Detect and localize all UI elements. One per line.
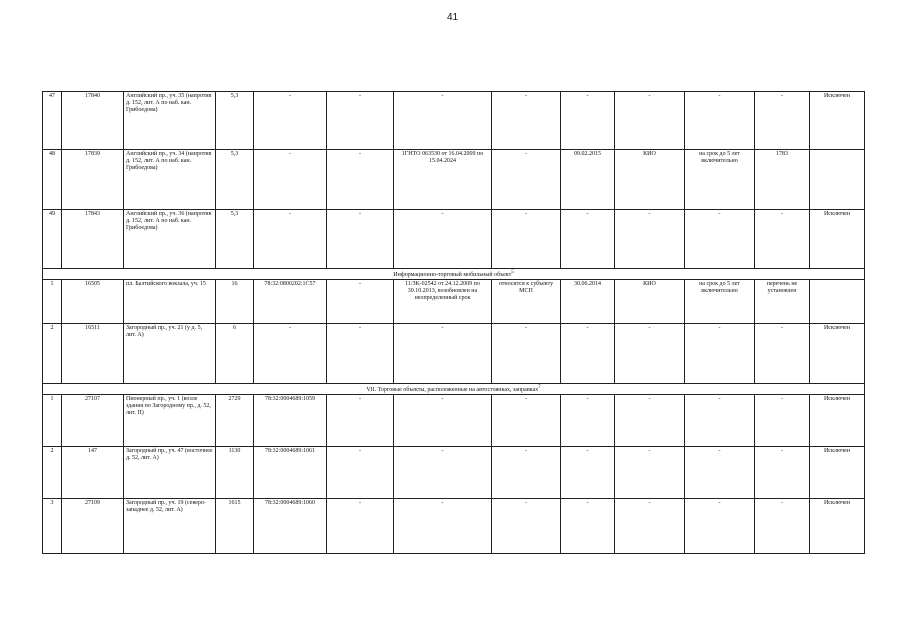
- cell-area: 5,3: [216, 210, 254, 269]
- cell-col7: -: [492, 395, 561, 447]
- cell-col11: -: [755, 210, 810, 269]
- cell-date: -: [561, 499, 615, 554]
- cell-address: Английский пр., уч. 35 (напротив д. 152, лит. А по наб. кан. Грибоедова): [124, 92, 216, 150]
- section-title: [43, 384, 865, 395]
- cell-area: 5,3: [216, 150, 254, 210]
- registry-table: [42, 91, 865, 554]
- section-header-row: [43, 384, 865, 395]
- cell-area: 1615: [216, 499, 254, 554]
- cell-col7: -: [492, 447, 561, 499]
- cell-address: Загородный пр., уч. 47 (восточнее д. 52, лит. А): [124, 447, 216, 499]
- cell-address: пл. Балтийского вокзала, уч. 15: [124, 280, 216, 324]
- cell-col5: -: [327, 280, 394, 324]
- cell-date: -: [561, 210, 615, 269]
- cell-contract: -: [394, 210, 492, 269]
- cell-col11: -: [755, 92, 810, 150]
- cell-address: Пионерный пр., уч. 1 (возле здания по Загородному пр., д. 52, лит. П): [124, 395, 216, 447]
- cell-col11: -: [755, 499, 810, 554]
- cell-note: Исключен: [810, 447, 865, 499]
- cell-col9: -: [615, 92, 685, 150]
- cell-col11: -: [755, 395, 810, 447]
- cell-area: 1130: [216, 447, 254, 499]
- cell-col5: -: [327, 150, 394, 210]
- table-row: [43, 280, 865, 324]
- cell-note: Исключен: [810, 92, 865, 150]
- cell-number: 3: [43, 499, 62, 554]
- cell-number: 2: [43, 324, 62, 384]
- cell-col11: 1783: [755, 150, 810, 210]
- table-row: [43, 210, 865, 269]
- cell-area: 5,3: [216, 92, 254, 150]
- cell-contract: -: [394, 499, 492, 554]
- cell-id: 16511: [62, 324, 124, 384]
- cell-address: Английский пр., уч. 36 (напротив д. 152, лит. А по наб. кан. Грибоедова): [124, 210, 216, 269]
- cell-col5: -: [327, 447, 394, 499]
- cell-contract: 11/ЗК-02542 от 24.12.2009 по 30.10.2013, возобновлен на неопределенный срок: [394, 280, 492, 324]
- cell-number: 47: [43, 92, 62, 150]
- section-title-text: VII. Торговые объекты, расположенные на автостоянках, заправках: [366, 387, 539, 393]
- cell-date: 30.06.2014: [561, 280, 615, 324]
- cell-col9: -: [615, 324, 685, 384]
- cell-term: -: [685, 210, 755, 269]
- cell-term: на срок до 5 лет включительно: [685, 280, 755, 324]
- cell-note: [810, 150, 865, 210]
- cell-col5: -: [327, 324, 394, 384]
- page-number: 41: [446, 12, 459, 23]
- section-title-text: Информационно-торговый мобильный объект: [393, 272, 512, 278]
- cell-number: 2: [43, 447, 62, 499]
- cell-date: 09.02.2015: [561, 150, 615, 210]
- cell-date: -: [561, 447, 615, 499]
- section-title: [43, 269, 865, 280]
- cell-cadastral: 78:32:0004689:1059: [254, 395, 327, 447]
- cell-date: -: [561, 324, 615, 384]
- cell-cadastral: 78:32:0800202:1С57: [254, 280, 327, 324]
- cell-col9: -: [615, 447, 685, 499]
- cell-note: Исключен: [810, 210, 865, 269]
- cell-number: 1: [43, 280, 62, 324]
- cell-col11: -: [755, 324, 810, 384]
- cell-col7: -: [492, 324, 561, 384]
- cell-note: [810, 280, 865, 324]
- cell-contract: 1ГНТО 063530 от 16.04.2009 по 15.04.2024: [394, 150, 492, 210]
- cell-contract: -: [394, 395, 492, 447]
- cell-id: 16505: [62, 280, 124, 324]
- cell-note: Исключен: [810, 395, 865, 447]
- cell-col9: -: [615, 210, 685, 269]
- cell-col7: -: [492, 92, 561, 150]
- cell-address: Загородный пр., уч. 21 (у д. 5, лит. А): [124, 324, 216, 384]
- cell-number: 1: [43, 395, 62, 447]
- cell-id: 27107: [62, 395, 124, 447]
- cell-note: Исключен: [810, 499, 865, 554]
- section-footnote: 5: [511, 270, 514, 275]
- cell-cadastral: 78:32:0004689:1060: [254, 499, 327, 554]
- cell-date: -: [561, 395, 615, 447]
- cell-col5: -: [327, 395, 394, 447]
- cell-col11: перечень не установлен: [755, 280, 810, 324]
- cell-term: -: [685, 324, 755, 384]
- table-row: [43, 499, 865, 554]
- cell-number: 48: [43, 150, 62, 210]
- cell-cadastral: -: [254, 150, 327, 210]
- cell-id: 147: [62, 447, 124, 499]
- cell-address: Английский пр., уч. 34 (напротив д. 152, лит. А по наб. кан. Грибоедова): [124, 150, 216, 210]
- table-row: [43, 395, 865, 447]
- cell-cadastral: -: [254, 210, 327, 269]
- cell-contract: -: [394, 92, 492, 150]
- cell-area: 6: [216, 324, 254, 384]
- cell-col7: -: [492, 150, 561, 210]
- cell-col9: КИО: [615, 280, 685, 324]
- cell-term: -: [685, 447, 755, 499]
- cell-id: 17843: [62, 210, 124, 269]
- table-row: [43, 324, 865, 384]
- cell-col7: относится к субъекту МСП: [492, 280, 561, 324]
- cell-contract: -: [394, 324, 492, 384]
- cell-id: 17840: [62, 92, 124, 150]
- cell-id: 27109: [62, 499, 124, 554]
- table-row: [43, 92, 865, 150]
- cell-col9: -: [615, 499, 685, 554]
- cell-col11: -: [755, 447, 810, 499]
- cell-term: -: [685, 92, 755, 150]
- cell-col7: -: [492, 499, 561, 554]
- cell-term: -: [685, 395, 755, 447]
- cell-term: на срок до 5 лет включительно: [685, 150, 755, 210]
- cell-cadastral: -: [254, 92, 327, 150]
- cell-contract: -: [394, 447, 492, 499]
- cell-cadastral: -: [254, 324, 327, 384]
- cell-area: 2729: [216, 395, 254, 447]
- cell-id: 17839: [62, 150, 124, 210]
- cell-area: 16: [216, 280, 254, 324]
- cell-col5: -: [327, 92, 394, 150]
- table-row: [43, 150, 865, 210]
- cell-term: -: [685, 499, 755, 554]
- table-row: [43, 447, 865, 499]
- cell-col9: КИО: [615, 150, 685, 210]
- section-header-row: [43, 269, 865, 280]
- cell-col9: -: [615, 395, 685, 447]
- cell-address: Загородный пр., уч. 19 (северо-западнее д. 52, лит. А): [124, 499, 216, 554]
- cell-date: -: [561, 92, 615, 150]
- cell-col7: -: [492, 210, 561, 269]
- section-footnote: 7: [538, 385, 541, 390]
- cell-number: 49: [43, 210, 62, 269]
- cell-col5: -: [327, 499, 394, 554]
- cell-note: Исключен: [810, 324, 865, 384]
- cell-cadastral: 78:32:0004689:1061: [254, 447, 327, 499]
- cell-col5: -: [327, 210, 394, 269]
